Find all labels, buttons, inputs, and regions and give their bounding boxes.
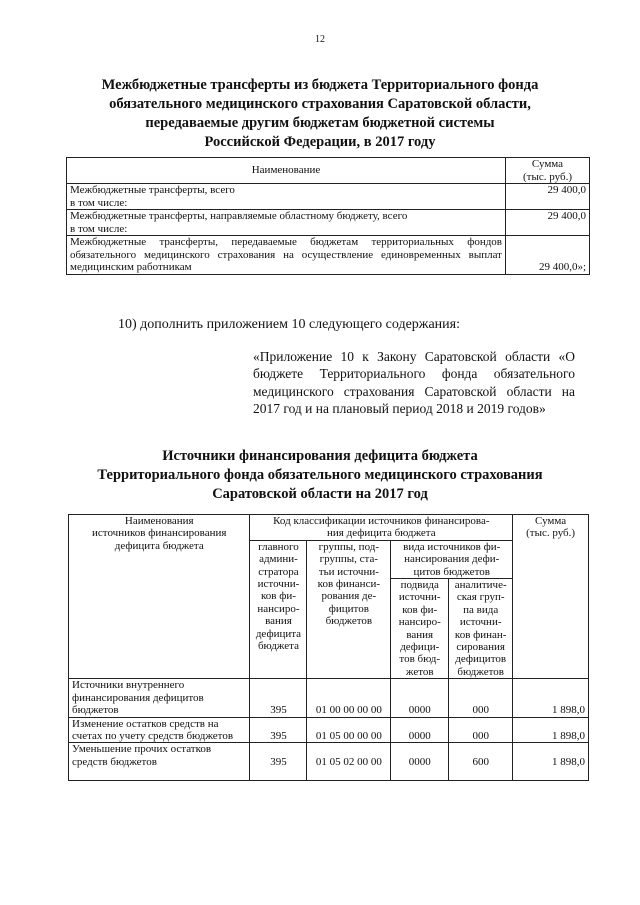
title-line: обязательного медицинского страхования Саратовской области, <box>109 96 531 112</box>
header-sum <box>513 515 589 679</box>
title-line: Саратовской области на 2017 год <box>212 486 428 502</box>
header-line: аналитиче- <box>454 579 507 592</box>
row-name <box>67 210 506 236</box>
header-group <box>307 540 391 678</box>
header-line: Наименования <box>124 515 194 527</box>
header-line: рования де- <box>321 590 377 603</box>
row-sum: 29 400,0»; <box>506 236 590 275</box>
table-row <box>69 717 589 743</box>
table-header-row <box>69 515 589 541</box>
header-source-name <box>69 515 250 679</box>
header-name: Наименование <box>67 158 506 184</box>
row-name-line: Межбюджетные трансферты, всего <box>70 184 235 196</box>
header-line: админи- <box>259 553 298 566</box>
header-line: фицитов <box>328 602 369 615</box>
header-line: бюджетов <box>325 615 373 628</box>
amendment-paragraph: 10) дополнить приложением 10 следующего содержания: <box>118 317 460 332</box>
header-line: бюджетов <box>457 665 504 678</box>
row-sum: 29 400,0 <box>506 210 590 236</box>
header-line: ния дефицита бюджета <box>327 527 436 540</box>
transfers-table <box>66 157 590 275</box>
header-line: ков фи- <box>402 603 438 616</box>
row-analytic: 000 <box>449 717 513 743</box>
header-line: Код классификации источников финансирова- <box>273 515 490 527</box>
header-line: тьи источни- <box>318 565 379 578</box>
title-line: Источники финансирования дефицита бюджета <box>162 448 478 464</box>
row-name: Межбюджетные трансферты, передаваемые бюджетам территориальных фондов обязательного медицинского страхования на осуществление единовременных выплат медицинским работникам <box>67 236 506 275</box>
header-line: источни- <box>459 616 502 629</box>
appendix-reference: «Приложение 10 к Закону Саратовской области «О бюджете Территориального фонда обязательного медицинского страхования Саратовской области на 2017 год и на плановый период 2018 и 2019 годов» <box>253 349 575 416</box>
header-line: Сумма <box>535 515 567 527</box>
row-source-name: Источники внутреннего финансирования дефицитов бюджетов <box>69 679 250 717</box>
header-line: ков финанси- <box>317 578 381 591</box>
header-line: вида источников фи- <box>403 540 501 553</box>
row-group: 01 00 00 00 00 <box>307 679 391 717</box>
header-line: вания <box>406 628 434 641</box>
row-admin: 395 <box>250 743 307 781</box>
table-row <box>67 184 590 210</box>
row-subkind: 0000 <box>391 743 449 781</box>
header-sum-line: (тыс. руб.) <box>523 170 572 183</box>
header-line: подвида <box>400 579 439 592</box>
table-row <box>67 236 590 275</box>
row-subkind: 0000 <box>391 679 449 717</box>
header-sum <box>506 158 590 184</box>
header-kind <box>391 540 513 578</box>
row-admin: 395 <box>250 717 307 743</box>
table-header-row <box>67 158 590 184</box>
title-line: Межбюджетные трансферты из бюджета Территориального фонда <box>101 77 539 93</box>
header-line: главного <box>258 540 299 553</box>
row-source-name: Уменьшение прочих остатков средств бюджетов <box>69 743 250 781</box>
header-line: дефицита бюджета <box>114 539 204 552</box>
row-analytic: 600 <box>449 743 513 781</box>
title-line: Территориального фонда обязательного медицинского страхования <box>97 467 543 483</box>
header-line: жетов <box>405 665 434 678</box>
row-admin: 395 <box>250 679 307 717</box>
row-subkind: 0000 <box>391 717 449 743</box>
header-line: ков фи- <box>260 590 296 603</box>
row-group: 01 05 00 00 00 <box>307 717 391 743</box>
header-line: па вида <box>463 603 499 616</box>
section-title-transfers <box>60 76 580 152</box>
header-line: источников финансирования <box>92 527 227 540</box>
header-line: вания <box>265 615 292 628</box>
table-row <box>69 679 589 717</box>
header-line: источни- <box>398 591 441 604</box>
header-subkind <box>391 579 449 679</box>
header-line: сирования <box>456 641 505 654</box>
row-analytic: 000 <box>449 679 513 717</box>
row-sum: 1 898,0 <box>513 743 589 781</box>
header-code <box>250 515 513 541</box>
header-line: ков финан- <box>454 628 507 641</box>
header-line: нансирования дефи- <box>404 553 500 566</box>
header-line: группы, под- <box>318 540 380 553</box>
header-sum-line: Сумма <box>531 158 564 170</box>
header-line: тов бюд- <box>399 653 441 666</box>
header-line: цитов бюджетов <box>413 565 490 578</box>
row-sum: 1 898,0 <box>513 717 589 743</box>
deficit-sources-table <box>68 514 589 781</box>
header-line: источни- <box>257 578 300 591</box>
header-analytic <box>449 579 513 679</box>
header-admin <box>250 540 307 678</box>
header-line: нансиро- <box>398 616 441 629</box>
header-line: нансиро- <box>257 602 300 615</box>
header-line: дефици- <box>400 641 440 654</box>
row-name-line: в том числе: <box>70 222 128 235</box>
row-group: 01 05 02 00 00 <box>307 743 391 781</box>
header-line: дефицитов <box>455 653 507 666</box>
table-row <box>69 743 589 781</box>
row-name <box>67 184 506 210</box>
row-name-line: в том числе: <box>70 196 128 209</box>
header-line: бюджета <box>257 640 299 653</box>
header-line: стратора <box>258 565 299 578</box>
row-sum: 1 898,0 <box>513 679 589 717</box>
row-source-name: Изменение остатков средств на счетах по учету средств бюджетов <box>69 717 250 743</box>
header-line: группы, ста- <box>319 553 379 566</box>
section-title-deficit <box>60 447 580 504</box>
page-number: 12 <box>315 34 325 45</box>
title-line: передаваемые другим бюджетам бюджетной системы <box>145 115 495 131</box>
header-line: ская груп- <box>456 591 505 604</box>
row-name-line: Межбюджетные трансферты, направляемые областному бюджету, всего <box>70 210 408 222</box>
header-line: дефицита <box>255 627 302 640</box>
header-line: (тыс. руб.) <box>526 527 576 540</box>
row-sum: 29 400,0 <box>506 184 590 210</box>
title-line: Российской Федерации, в 2017 году <box>204 134 436 150</box>
table-row <box>67 210 590 236</box>
